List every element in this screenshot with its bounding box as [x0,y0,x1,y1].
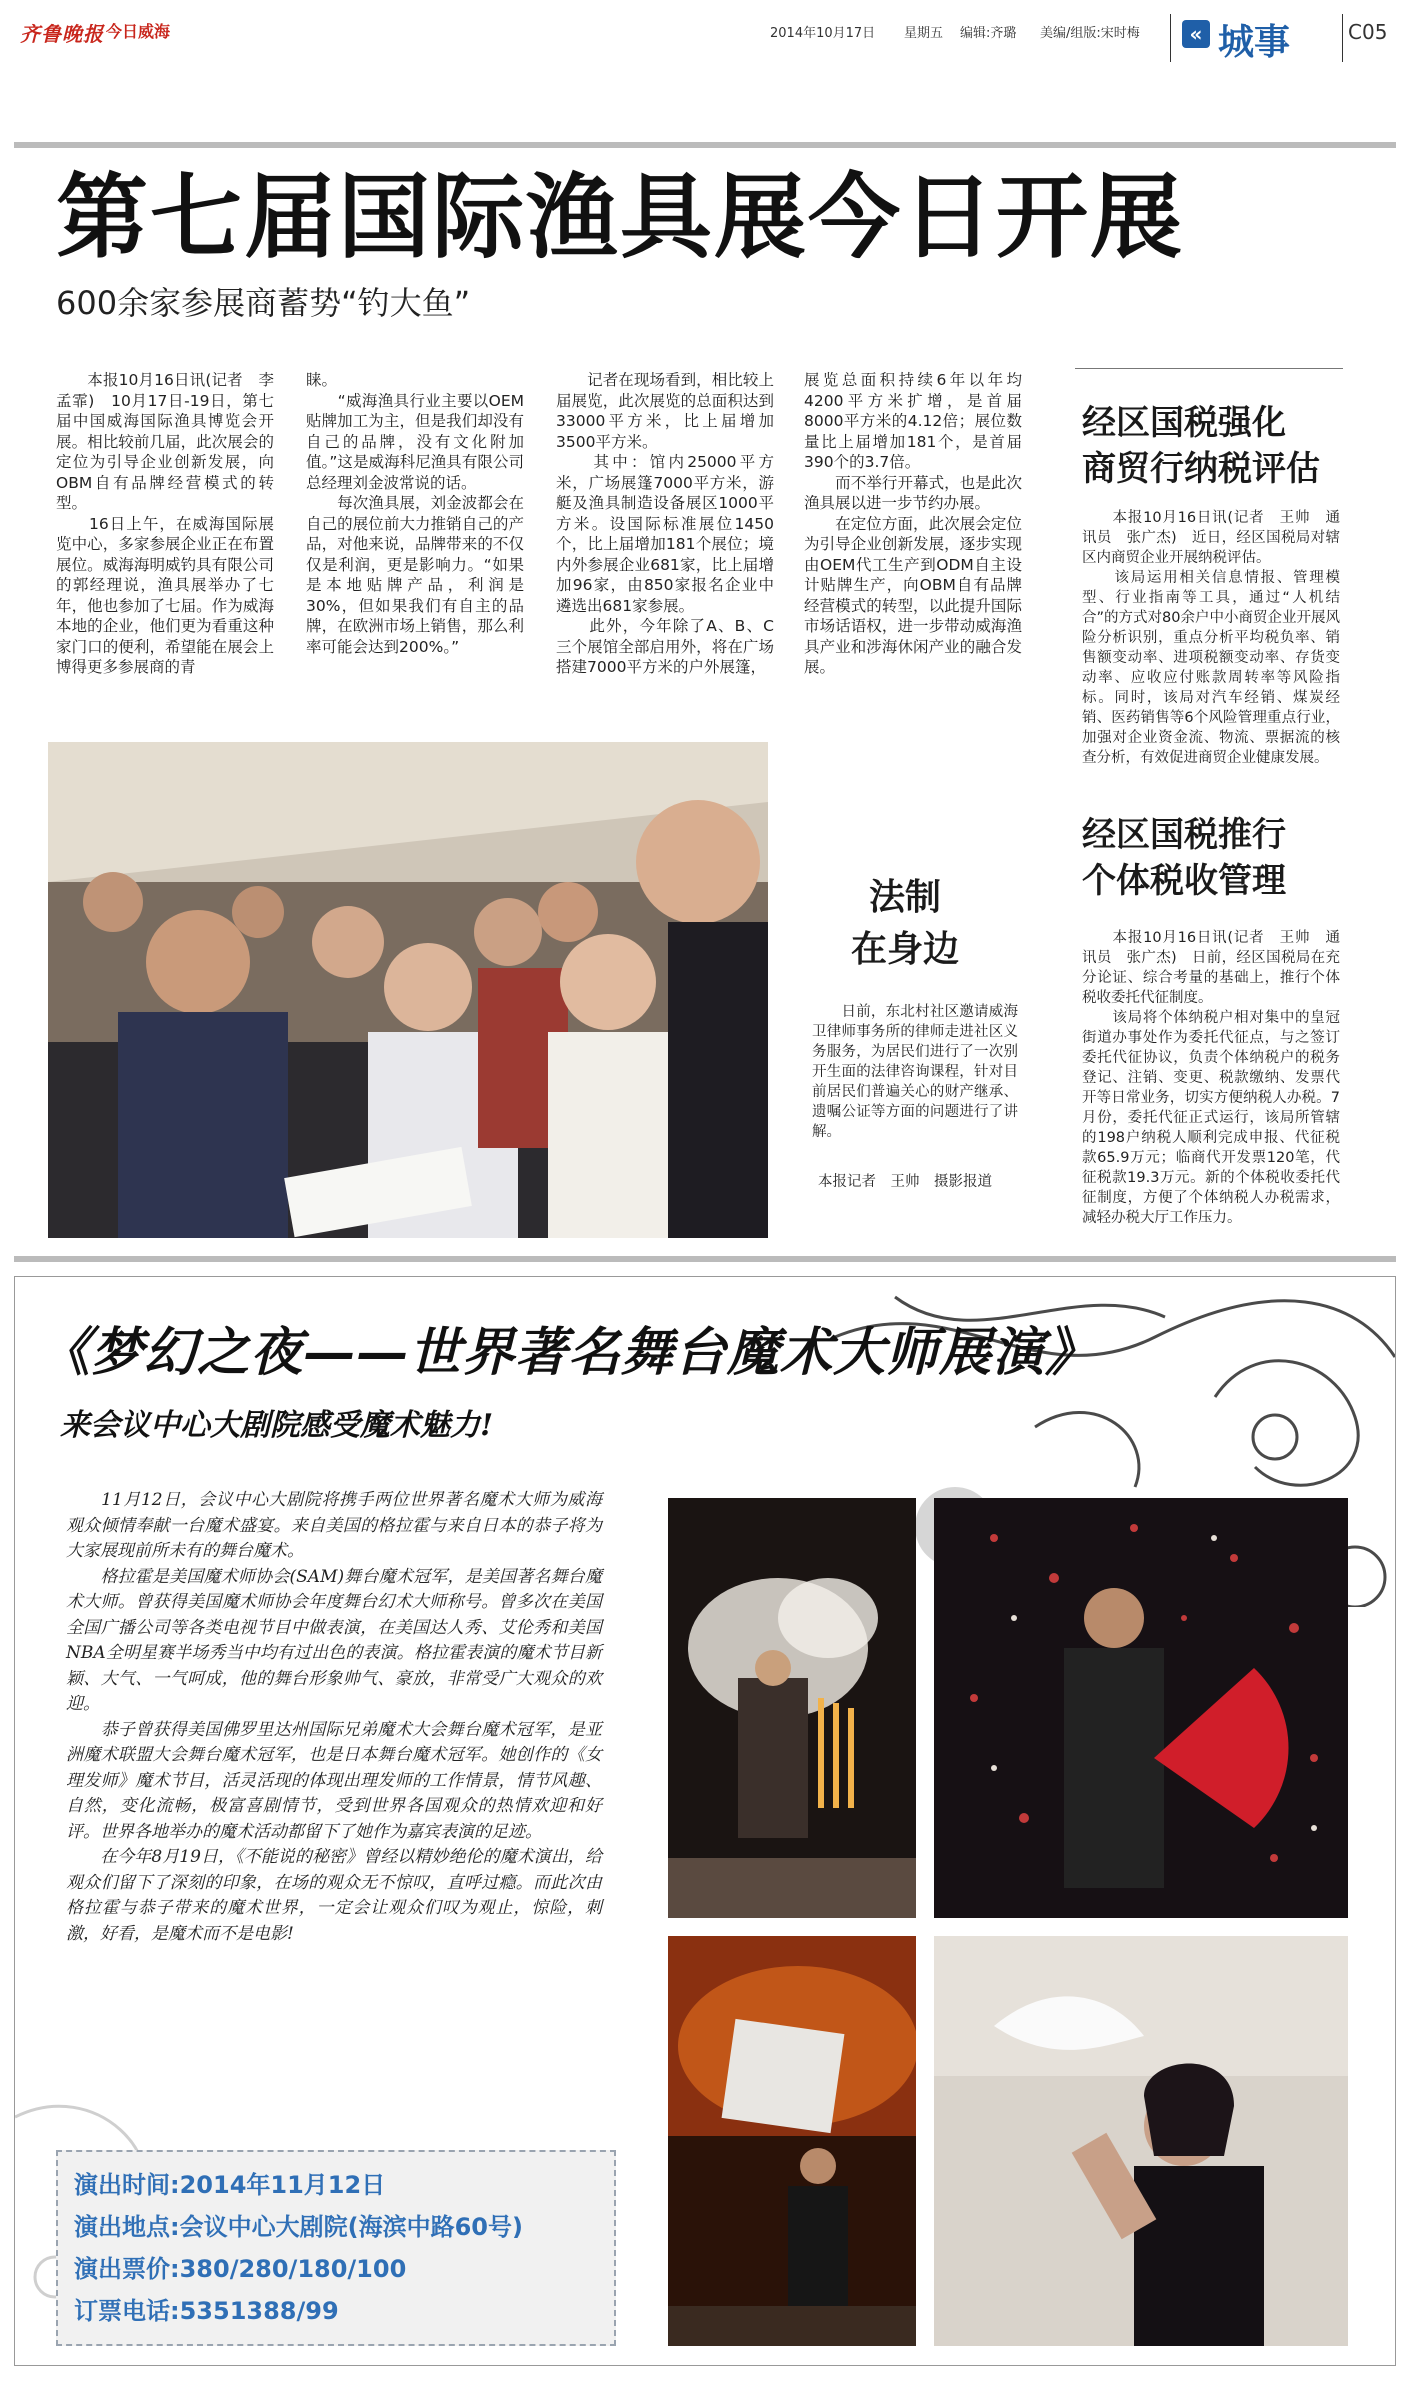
issue-weekday: 星期五 [904,26,944,41]
article-column-3: 记者在现场看到，相比较上届展览，此次展览的总面积达到33000平方米，比上届增加3500平方米。 其中：馆内25000平方米，广场展篷7000平方米，游艇及渔具制造设备展区1000平方米。设国际标准展位1450个，比上届增加181个展位；境内外参展企业681家，比上届增加96家，由850家报名企业中遴选出681家参展。 此外，今年除了A、B、C三个展馆全部启用外，将在广场搭建7000平方米的户外展篷， [556,371,774,676]
ticket-info-venue: 演出地点:会议中心大剧院(海滨中路60号) [74,2213,523,2241]
magic-photo-smoke [668,1498,916,1918]
article-column-1: 本报10月16日讯(记者 李孟霏) 10月17日-19日，第七届中国威海国际渔具博览会开展。相比较前几届，此次展会的定位为引导企业创新发展，向OBM自有品牌经营模式的转型。 16日上午，在威海国际展览中心，多家参展企业正在布置展位。威海海明威钓具有限公司的郭经理说，渔具展举办了七年，他也参加了七届。作为威海本地的企业，他们更为看重这种家门口的便利，希望能在展会上博得更多参展商的青 [56,371,274,676]
ticket-info-time: 演出时间:2014年11月12日 [74,2171,386,2199]
ticket-info-phone: 订票电话:5351388/99 [74,2297,339,2325]
side-article2-title-line2: 个体税收管理 [1082,861,1286,901]
magic-subtitle: 来会议中心大剧院感受魔术魅力! [60,1408,494,1443]
page-number: C05 [1348,20,1388,44]
designer-credit: 美编/组版:宋时梅 [1040,26,1140,41]
header-rule [14,142,1396,148]
side-article2-title-line1: 经区国税推行 [1082,815,1286,855]
main-subhead: 600余家参展商蓄势“钓大鱼” [56,284,471,322]
section-separator [14,1256,1396,1262]
issue-date: 2014年10月17日 [770,26,876,41]
magic-photo-dove [934,1936,1348,2346]
main-headline: 第七届国际渔具展今日开展 [56,164,1185,271]
section-name: 城事 [1218,22,1291,63]
magic-photo-fan [934,1498,1348,1918]
ticket-info-box [56,2150,616,2346]
law-box-title [800,872,1010,976]
edition-name: 今日威海 [106,22,171,41]
magic-body: 11月12日，会议中心大剧院将携手两位世界著名魔术大师为威海观众倾情奉献一台魔术盛宴。来自美国的格拉霍与来自日本的恭子将为大家展现前所未有的舞台魔术。 格拉霍是美国魔术师协会(SAM)舞台魔术冠军，是美国著名舞台魔术大师。曾获得美国魔术师协会年度舞台幻术大师称号。曾多次在美国全国广播公司等各类电视节目中做表演，在美国达人秀、艾伦秀和美国NBA全明星赛半场秀当中均有过出色的表演。格拉霍表演的魔术节目新颖、大气、一气呵成，他的舞台形象帅气、豪放，非常受广大观众的欢迎。 恭子曾获得美国佛罗里达州国际兄弟魔术大会舞台魔术冠军，是亚洲魔术联盟大会舞台魔术冠军，也是日本舞台魔术冠军。她创作的《女理发师》魔术节目，活灵活现的体现出理发师的工作情景，情节风趣、自然，变化流畅，极富喜剧情节，受到世界各国观众的热情欢迎和好评。世界各地举办的魔术活动都留下了她作为嘉宾表演的足迹。 在今年8月19日，《不能说的秘密》曾经以精妙绝伦的魔术演出，给观众们留下了深刻的印象，在场的观众无不惊叹，直呼过瘾。而此次由格拉霍与恭子带来的魔术世界，一定会让观众们叹为观止，惊险，刺激，好看，是魔术而不是电影! [66,1490,602,1944]
side-article1-title-line2: 商贸行纳税评估 [1082,449,1320,489]
magic-photo-box [668,1936,916,2346]
editor-credit: 编辑:齐璐 [960,26,1017,41]
page-divider [1342,14,1343,62]
side-article1-title [1082,400,1320,492]
newspaper-logo: 齐鲁晚报 [20,22,104,46]
article-column-2: 睐。 “威海渔具行业主要以OEM贴牌加工为主，但是我们却没有自己的品牌，没有文化附加值。”这是威海科尼渔具有限公司总经理刘金波常说的话。 每次渔具展，刘金波都会在自己的展位前大力推销自己的产品，对他来说，品牌带来的不仅仅是利润，更是影响力。“如果是本地贴牌产品，利润是30%，但如果我们有自主的品牌，在欧洲市场上销售，那么利率可能会达到200%。” [306,371,524,656]
sidebar-top-rule [1075,368,1343,369]
article-column-4: 展览总面积持续6年以年均4200平方米扩增，是首届8000平方米的4.12倍；展位数量比上届增加181个，是首届390个的3.7倍。 而不举行开幕式，也是此次渔具展以进一步节约办展。 在定位方面，此次展会定位为引导企业创新发展，逐步实现由OEM代工生产到ODM自主设计贴牌生产，向OBM自有品牌经营模式的转型，以此提升国际市场话语权，进一步带动威海渔具产业和涉海休闲产业的融合发展。 [804,371,1022,676]
law-box-title-line1: 法制 [868,877,941,918]
side-article2-title [1082,812,1286,904]
chevron-left-icon: « [1182,20,1210,48]
law-box-credit: 本报记者 王帅 摄影报道 [818,1174,992,1190]
section-divider [1170,14,1171,62]
ticket-info-price: 演出票价:380/280/180/100 [74,2255,407,2283]
law-consultation-photo [48,742,768,1238]
law-box-title-line2: 在身边 [850,929,959,970]
magic-title: 《梦幻之夜——世界著名舞台魔术大师展演》 [38,1322,1099,1383]
side-article1-body: 本报10月16日讯(记者 王帅 通讯员 张广杰) 近日，经区国税局对辖区内商贸企业开展纳税评估。 该局运用相关信息情报、管理模型、行业指南等工具，通过“人机结合”的方式对80余户中小商贸企业开展风险分析识别，重点分析平均税负率、销售额变动率、进项税额变动率、存货变动率、应收应付账款周转率等风险指标。同时，该局对汽车经销、煤炭经销、医药销售等6个风险管理重点行业，加强对企业资金流、物流、票据流的核查分析，有效促进商贸企业健康发展。 [1082,510,1340,766]
side-article1-title-line1: 经区国税强化 [1082,403,1286,443]
side-article2-body: 本报10月16日讯(记者 王帅 通讯员 张广杰) 日前，经区国税局在充分论证、综合考量的基础上，推行个体税收委托代征制度。 该局将个体纳税户相对集中的皇冠街道办事处作为委托代征点，与之签订委托代征协议，负责个体纳税户的税务登记、注销、变更、税款缴纳、发票代开等日常业务，切实方便纳税人办税。7月份，委托代征正式运行，该局所管辖的198户纳税人顺利完成申报、代征税款65.9万元；临商代开发票120笔，代征税款19.3万元。新的个体税收委托代征制度，方便了个体纳税人办税需求，减轻办税大厅工作压力。 [1082,930,1340,1226]
law-box-body: 日前，东北村社区邀请威海卫律师事务所的律师走进社区义务服务，为居民们进行了一次别开生面的法律咨询课程，针对目前居民们普遍关心的财产继承、遗嘱公证等方面的问题进行了讲解。 [812,1004,1018,1140]
masthead [20,14,1390,74]
